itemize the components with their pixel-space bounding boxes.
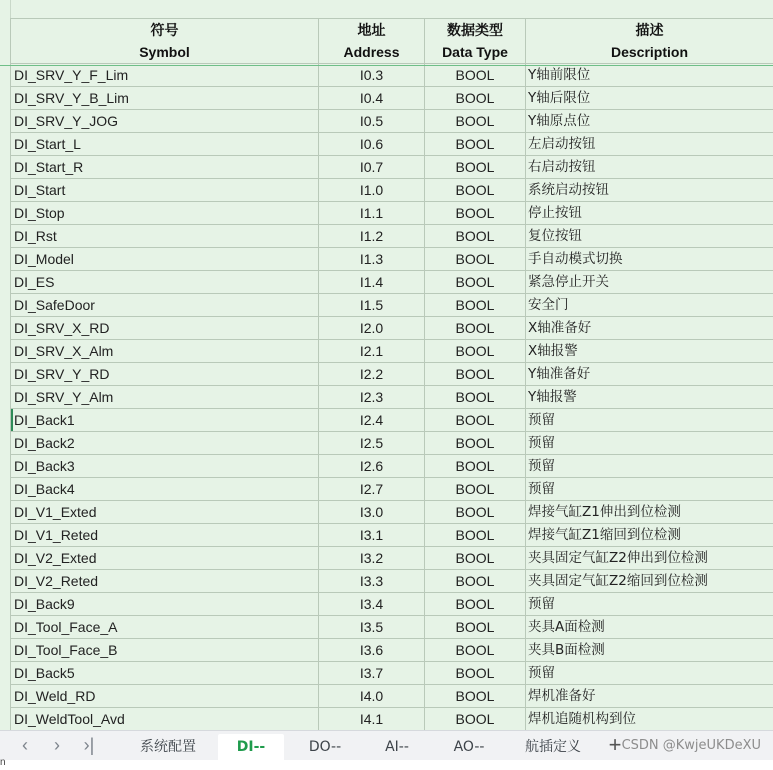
description-cell[interactable]: Y轴原点位	[526, 110, 773, 133]
table-row	[11, 179, 773, 202]
description-cell[interactable]: 焊机追随机构到位	[526, 708, 773, 731]
datatype-cell[interactable]: BOOL	[425, 271, 526, 294]
table-row	[11, 685, 773, 708]
address-cell[interactable]: I3.2	[319, 547, 425, 570]
freeze-pane-line	[0, 65, 773, 66]
symbol-cell[interactable]: DI_Back1	[11, 409, 319, 432]
datatype-cell[interactable]: BOOL	[425, 685, 526, 708]
table-row	[11, 432, 773, 455]
datatype-cell[interactable]: BOOL	[425, 409, 526, 432]
datatype-cell[interactable]: BOOL	[425, 708, 526, 731]
address-cell[interactable]: I3.1	[319, 524, 425, 547]
symbol-cell[interactable]: DI_Model	[11, 248, 319, 271]
symbol-cell[interactable]: DI_Rst	[11, 225, 319, 248]
datatype-cell[interactable]: BOOL	[425, 547, 526, 570]
address-cell[interactable]: I2.6	[319, 455, 425, 478]
table-row	[11, 271, 773, 294]
address-cell[interactable]: I1.5	[319, 294, 425, 317]
description-cell[interactable]: 紧急停止开关	[526, 271, 773, 294]
symbol-cell[interactable]: DI_WeldTool_Avd	[11, 708, 319, 731]
address-cell[interactable]: I1.2	[319, 225, 425, 248]
description-cell[interactable]: Y轴后限位	[526, 87, 773, 110]
symbol-header[interactable]	[11, 19, 319, 64]
description-cell[interactable]: 预留	[526, 409, 773, 432]
address-cell[interactable]: I4.1	[319, 708, 425, 731]
table-row	[11, 340, 773, 363]
prev-sheet-button[interactable]	[14, 734, 36, 756]
table-row	[11, 547, 773, 570]
datatype-cell[interactable]: BOOL	[425, 386, 526, 409]
description-header[interactable]	[526, 19, 773, 64]
description-cell[interactable]: 复位按钮	[526, 225, 773, 248]
datatype-cell[interactable]: BOOL	[425, 225, 526, 248]
symbol-cell[interactable]: DI_SRV_X_Alm	[11, 340, 319, 363]
description-cell[interactable]: Y轴前限位	[526, 64, 773, 87]
symbol-cell[interactable]: DI_V2_Reted	[11, 570, 319, 593]
datatype-cell[interactable]: BOOL	[425, 202, 526, 225]
datatype-cell[interactable]: BOOL	[425, 340, 526, 363]
address-cell[interactable]: I0.7	[319, 156, 425, 179]
symbol-cell[interactable]: DI_V2_Exted	[11, 547, 319, 570]
address-cell[interactable]: I3.0	[319, 501, 425, 524]
table-row	[11, 363, 773, 386]
last-sheet-button[interactable]	[78, 734, 100, 756]
table-row	[11, 593, 773, 616]
symbol-cell[interactable]: DI_SRV_Y_JOG	[11, 110, 319, 133]
tab-label: 航插定义	[525, 739, 581, 755]
datatype-cell[interactable]: BOOL	[425, 639, 526, 662]
address-cell[interactable]: I2.4	[319, 409, 425, 432]
datatype-cell[interactable]: BOOL	[425, 501, 526, 524]
datatype-header-cn: 数据类型	[447, 22, 503, 38]
table-row	[11, 294, 773, 317]
address-cell[interactable]: I3.5	[319, 616, 425, 639]
description-cell[interactable]: 夹具固定气缸Z2缩回到位检测	[526, 570, 773, 593]
symbol-cell[interactable]: DI_Back5	[11, 662, 319, 685]
plus-icon: +	[608, 732, 622, 757]
tab-ao[interactable]	[434, 734, 504, 760]
description-cell[interactable]: 手自动模式切换	[526, 248, 773, 271]
table-row	[11, 478, 773, 501]
symbol-cell[interactable]: DI_SafeDoor	[11, 294, 319, 317]
datatype-cell[interactable]: BOOL	[425, 524, 526, 547]
symbol-header-cn: 符号	[150, 22, 179, 38]
address-cell[interactable]: I1.1	[319, 202, 425, 225]
chevron-last-icon: ›|	[83, 735, 95, 755]
symbol-cell[interactable]: DI_Start	[11, 179, 319, 202]
table-row	[11, 87, 773, 110]
description-cell[interactable]: X轴准备好	[526, 317, 773, 340]
tab-do[interactable]	[290, 734, 360, 760]
datatype-cell[interactable]: BOOL	[425, 87, 526, 110]
datatype-cell[interactable]: BOOL	[425, 616, 526, 639]
symbol-cell[interactable]: DI_Back9	[11, 593, 319, 616]
description-cell[interactable]: 焊接气缸Z1伸出到位检测	[526, 501, 773, 524]
address-header-en: Address	[343, 44, 400, 60]
symbol-cell[interactable]: DI_Back2	[11, 432, 319, 455]
symbol-cell[interactable]: DI_Start_R	[11, 156, 319, 179]
symbol-cell[interactable]: DI_SRV_X_RD	[11, 317, 319, 340]
description-cell[interactable]: 停止按钮	[526, 202, 773, 225]
datatype-cell[interactable]: BOOL	[425, 248, 526, 271]
table-row	[11, 455, 773, 478]
table-row	[11, 708, 773, 731]
description-cell[interactable]: 预留	[526, 662, 773, 685]
table-row	[11, 386, 773, 409]
symbol-cell[interactable]: DI_SRV_Y_B_Lim	[11, 87, 319, 110]
symbol-cell[interactable]: DI_Tool_Face_B	[11, 639, 319, 662]
datatype-cell[interactable]: BOOL	[425, 294, 526, 317]
datatype-cell[interactable]: BOOL	[425, 593, 526, 616]
description-cell[interactable]: 预留	[526, 432, 773, 455]
description-cell[interactable]: 夹具B面检测	[526, 639, 773, 662]
tab-label: AI--	[385, 739, 409, 755]
datatype-header[interactable]	[425, 19, 526, 64]
description-cell[interactable]: 焊接气缸Z1缩回到位检测	[526, 524, 773, 547]
sheet-tab-bar	[0, 730, 773, 761]
address-cell[interactable]: I1.4	[319, 271, 425, 294]
table-row	[11, 409, 773, 432]
datatype-cell[interactable]: BOOL	[425, 662, 526, 685]
symbol-cell[interactable]: DI_Back3	[11, 455, 319, 478]
address-cell[interactable]: I3.6	[319, 639, 425, 662]
tab-label: DI--	[236, 739, 266, 755]
symbol-cell[interactable]: DI_SRV_Y_Alm	[11, 386, 319, 409]
description-cell[interactable]: 预留	[526, 478, 773, 501]
description-cell[interactable]: 右启动按钮	[526, 156, 773, 179]
tab-label: 系统配置	[140, 739, 196, 755]
watermark: CSDN @KwjeUKDeXU	[621, 738, 761, 753]
description-cell[interactable]: 预留	[526, 455, 773, 478]
description-cell[interactable]: 左启动按钮	[526, 133, 773, 156]
table-row	[11, 110, 773, 133]
symbol-header-en: Symbol	[139, 44, 190, 60]
symbol-cell[interactable]: DI_Stop	[11, 202, 319, 225]
datatype-cell[interactable]: BOOL	[425, 156, 526, 179]
tab-connector-def[interactable]	[508, 734, 598, 760]
header-row	[11, 19, 773, 64]
symbol-cell[interactable]: DI_V1_Reted	[11, 524, 319, 547]
symbol-cell[interactable]: DI_Tool_Face_A	[11, 616, 319, 639]
datatype-header-en: Data Type	[442, 44, 508, 60]
description-cell[interactable]: Y轴报警	[526, 386, 773, 409]
table-row	[11, 570, 773, 593]
signal-table	[10, 18, 773, 730]
datatype-cell[interactable]: BOOL	[425, 133, 526, 156]
address-cell[interactable]: I2.1	[319, 340, 425, 363]
table-row	[11, 501, 773, 524]
address-header[interactable]	[319, 19, 425, 64]
table-row	[11, 662, 773, 685]
table-row	[11, 616, 773, 639]
status-strip	[0, 760, 773, 770]
datatype-cell[interactable]: BOOL	[425, 432, 526, 455]
symbol-cell[interactable]: DI_SRV_Y_F_Lim	[11, 64, 319, 87]
address-cell[interactable]: I3.7	[319, 662, 425, 685]
tab-system-config[interactable]	[120, 734, 216, 760]
description-cell[interactable]: 焊机准备好	[526, 685, 773, 708]
datatype-cell[interactable]: BOOL	[425, 179, 526, 202]
tab-di[interactable]	[218, 734, 284, 760]
table-row	[11, 156, 773, 179]
top-row-strip	[0, 0, 773, 18]
table-row	[11, 317, 773, 340]
datatype-cell[interactable]: BOOL	[425, 317, 526, 340]
symbol-cell[interactable]: DI_Weld_RD	[11, 685, 319, 708]
datatype-cell[interactable]: BOOL	[425, 363, 526, 386]
datatype-cell[interactable]: BOOL	[425, 110, 526, 133]
description-cell[interactable]: Y轴准备好	[526, 363, 773, 386]
description-cell[interactable]: 夹具A面检测	[526, 616, 773, 639]
tab-label: DO--	[308, 739, 342, 755]
table-row	[11, 639, 773, 662]
address-cell[interactable]: I2.3	[319, 386, 425, 409]
symbol-cell[interactable]: DI_ES	[11, 271, 319, 294]
table-row	[11, 225, 773, 248]
address-header-cn: 地址	[357, 22, 386, 38]
symbol-cell[interactable]: DI_Back4	[11, 478, 319, 501]
address-cell[interactable]: I0.4	[319, 87, 425, 110]
table-row	[11, 248, 773, 271]
description-cell[interactable]: 预留	[526, 593, 773, 616]
table-row	[11, 524, 773, 547]
table-row	[11, 133, 773, 156]
symbol-cell[interactable]: DI_Start_L	[11, 133, 319, 156]
table-row	[11, 64, 773, 87]
chevron-right-icon: ›	[54, 735, 60, 755]
address-cell[interactable]: I3.4	[319, 593, 425, 616]
address-cell[interactable]: I0.3	[319, 64, 425, 87]
address-cell[interactable]: I2.2	[319, 363, 425, 386]
address-cell[interactable]: I2.0	[319, 317, 425, 340]
datatype-cell[interactable]: BOOL	[425, 455, 526, 478]
tab-label: AO--	[453, 739, 485, 755]
chevron-left-icon: ‹	[22, 735, 28, 755]
address-cell[interactable]: I0.5	[319, 110, 425, 133]
address-cell[interactable]: I2.5	[319, 432, 425, 455]
address-cell[interactable]: I3.3	[319, 570, 425, 593]
tab-ai[interactable]	[364, 734, 430, 760]
symbol-cell[interactable]: DI_SRV_Y_RD	[11, 363, 319, 386]
datatype-cell[interactable]: BOOL	[425, 64, 526, 87]
address-cell[interactable]: I1.3	[319, 248, 425, 271]
description-header-cn: 描述	[635, 22, 664, 38]
corner-text: n	[0, 757, 6, 768]
symbol-cell[interactable]: DI_V1_Exted	[11, 501, 319, 524]
description-header-en: Description	[610, 44, 688, 60]
address-cell[interactable]: I0.6	[319, 133, 425, 156]
datatype-cell[interactable]: BOOL	[425, 570, 526, 593]
next-sheet-button[interactable]	[46, 734, 68, 756]
description-cell[interactable]: 安全门	[526, 294, 773, 317]
description-cell[interactable]: X轴报警	[526, 340, 773, 363]
datatype-cell[interactable]: BOOL	[425, 478, 526, 501]
address-cell[interactable]: I4.0	[319, 685, 425, 708]
address-cell[interactable]: I1.0	[319, 179, 425, 202]
address-cell[interactable]: I2.7	[319, 478, 425, 501]
description-cell[interactable]: 夹具固定气缸Z2伸出到位检测	[526, 547, 773, 570]
table-row	[11, 202, 773, 225]
description-cell[interactable]: 系统启动按钮	[526, 179, 773, 202]
